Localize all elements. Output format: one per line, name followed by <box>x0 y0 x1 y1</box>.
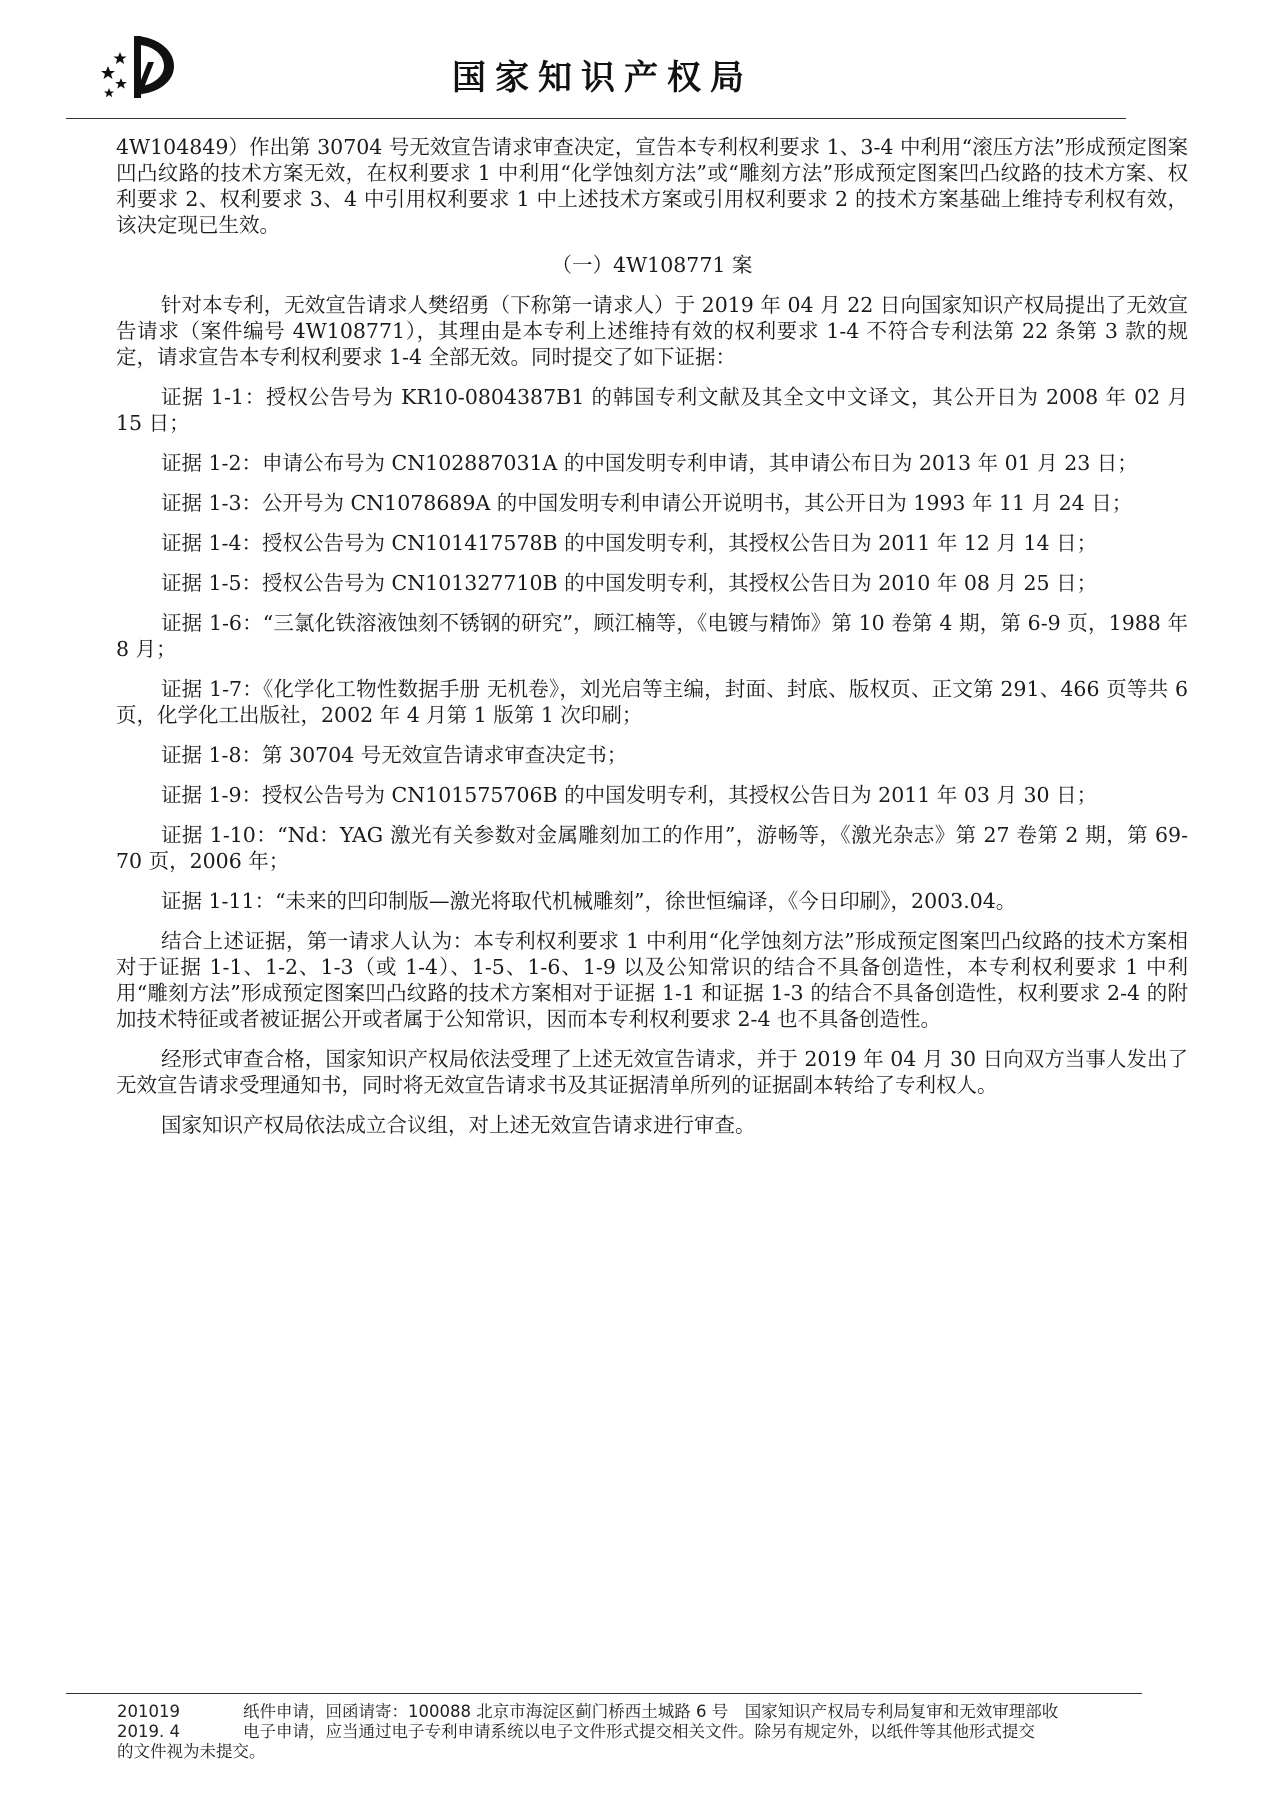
evidence-item: 证据 1-7：《化学化工物性数据手册 无机卷》，刘光启等主编，封面、封底、版权页、正文第 291、466 页等共 6 页，化学化工出版社，2002 年 4 月第 1 版第 1 次印刷； <box>116 677 1188 727</box>
evidence-item: 证据 1-10：“Nd：YAG 激光有关参数对金属雕刻加工的作用”，游畅等，《激光杂志》第 27 卷第 2 期，第 69-70 页，2006 年； <box>116 823 1188 873</box>
evidence-item: 证据 1-2：申请公布号为 CN102887031A 的中国发明专利申请，其申请公布日为 2013 年 01 月 23 日； <box>161 451 1138 475</box>
page-footer <box>117 1702 1207 1762</box>
document-body <box>116 134 1188 1152</box>
footer-row <box>117 1742 1207 1762</box>
evidence-item: 证据 1-5：授权公告号为 CN101327710B 的中国发明专利，其授权公告日为 2010 年 08 月 25 日； <box>161 571 1098 595</box>
evidence-item: 证据 1-11：“未来的凹印制版—激光将取代机械雕刻”，徐世恒编译，《今日印刷》，2003.04。 <box>161 889 1017 913</box>
evidence-item: 证据 1-3：公开号为 CN1078689A 的中国发明专利申请公开说明书，其公开日为 1993 年 11 月 24 日； <box>161 491 1133 515</box>
paragraph: 针对本专利，无效宣告请求人樊绍勇（下称第一请求人）于 2019 年 04 月 22 日向国家知识产权局提出了无效宣告请求（案件编号 4W108771），其理由是本专利上述维持有效的权利要求 1-4 不符合专利法第 22 条第 3 款的规定，请求宣告本专利权利要求 1-4 全部无效。同时提交了如下证据： <box>116 293 1188 369</box>
footer-divider <box>66 1693 1142 1694</box>
paragraph: 国家知识产权局依法成立合议组，对上述无效宣告请求进行审查。 <box>161 1113 756 1137</box>
paragraph: 4W104849）作出第 30704 号无效宣告请求审查决定，宣告本专利权利要求 1、3-4 中利用“滚压方法”形成预定图案凹凸纹路的技术方案无效，在权利要求 1 中利用“化学蚀刻方法”或“雕刻方法”形成预定图案凹凸纹路的技术方案、权利要求 2、权利要求 3、4 中引用权利要求 1 中上述技术方案或引用权利要求 2 的技术方案基础上维持专利权有效，该决定现已生效。 <box>116 135 1188 237</box>
form-code: 201019 <box>117 1702 180 1721</box>
footer-row <box>117 1702 1207 1722</box>
paragraph: 结合上述证据，第一请求人认为：本专利权利要求 1 中利用“化学蚀刻方法”形成预定图案凹凸纹路的技术方案相对于证据 1-1、1-2、1-3（或 1-4）、1-5、1-6、1-9 以及公知常识的结合不具备创造性，本专利权利要求 1 中利用“雕刻方法”形成预定图案凹凸纹路的技术方案相对于证据 1-1 和证据 1-3 的结合不具备创造性，权利要求 2-4 的附加技术特征或者被证据公开或者属于公知常识，因而本专利权利要求 2-4 也不具备创造性。 <box>116 929 1188 1031</box>
evidence-item: 证据 1-1：授权公告号为 KR10-0804387B1 的韩国专利文献及其全文中文译文，其公开日为 2008 年 02 月 15 日； <box>116 385 1188 435</box>
paragraph: 经形式审查合格，国家知识产权局依法受理了上述无效宣告请求，并于 2019 年 04 月 30 日向双方当事人发出了无效宣告请求受理通知书，同时将无效宣告请求书及其证据清单所列的证据副本转给了专利权人。 <box>116 1047 1188 1097</box>
header-title: 国家知识产权局 <box>452 58 753 98</box>
evidence-item: 证据 1-4：授权公告号为 CN101417578B 的中国发明专利，其授权公告日为 2011 年 12 月 14 日； <box>161 531 1098 555</box>
footer-mail-notice: 纸件申请，回函请寄：100088 北京市海淀区蓟门桥西土城路 6 号 国家知识产权局专利局复审和无效审理部收 <box>243 1702 1059 1721</box>
cnipa-logo-icon <box>94 22 190 104</box>
evidence-item: 证据 1-6：“三氯化铁溶液蚀刻不锈钢的研究”，顾江楠等，《电镀与精饰》第 10 卷第 4 期，第 6-9 页，1988 年 8 月； <box>116 611 1188 661</box>
form-version: 2019. 4 <box>117 1722 180 1741</box>
footer-electronic-notice: 电子申请，应当通过电子专利申请系统以电子文件形式提交相关文件。除另有规定外，以纸件等其他形式提交 <box>243 1722 1035 1741</box>
footer-electronic-notice-cont: 的文件视为未提交。 <box>117 1742 266 1761</box>
evidence-item: 证据 1-9：授权公告号为 CN101575706B 的中国发明专利，其授权公告日为 2011 年 03 月 30 日； <box>161 783 1098 807</box>
header-divider <box>66 118 1126 119</box>
evidence-item: 证据 1-8：第 30704 号无效宣告请求审查决定书； <box>161 743 628 767</box>
section-heading: （一）4W108771 案 <box>551 253 753 277</box>
footer-row <box>117 1722 1207 1742</box>
